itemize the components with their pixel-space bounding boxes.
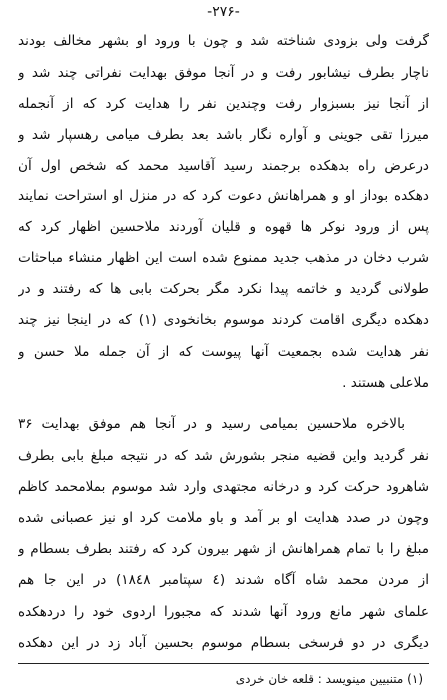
- text-line: دهکده دیگری اقامت کردند موسوم بخانخودی (۱) که در اینجا نیز چند: [18, 312, 429, 328]
- text-line: دهکده بوداز او و همراهانش دعوت کرد که در منزل او استراحت نمایند: [18, 188, 429, 204]
- footnote-divider: [18, 663, 429, 664]
- text-line: از مردن محمد شاه آگاه شدند (٤ سپتامبر ۱۸٤۸) در این جا هم: [18, 572, 429, 588]
- footnote: (۱) متنبیین مینویسد : قلعه خان خردی: [235, 672, 423, 686]
- text-line: از آنجا نیز بسبزوار رفت وچندین نفر را هدایت کرد که از آنجمله: [18, 96, 429, 112]
- page-number: -۲۷۶-: [207, 4, 240, 20]
- text-line: گرفت ولی بزودی شناخته شد و چون با ورود او بشهر مخالف بودند: [18, 33, 429, 49]
- text-line: پس از ورود نوکر ها قهوه و قلیان آوردند ملاحسین اظهار کرد که: [18, 219, 429, 235]
- text-line: شرب دخان در مذهب جدید ممنوع شده است این اظهار منشاء مباحثات: [18, 250, 429, 266]
- text-line: ناچار بطرف نیشابور رفت و در آنجا موفق بهدایت نفراتی چند شد و: [18, 65, 429, 81]
- text-line: نفر گردید واین قضیه منجر بشورش شد که در نتیجه مبلغ بابی بطرف: [18, 448, 429, 464]
- text-line: شاهرود حرکت کرد و درخانه مجتهدی وارد شد موسوم بملامحمد کاظم: [18, 479, 429, 495]
- text-line: بالاخره ملاحسین بمیامی رسید و در آنجا هم موفق بهدایت ۳۶: [18, 416, 405, 432]
- text-line: وچون در صدد هدایت او بر آمد و باو ملامت کرد او نیز عصبانی شده: [18, 510, 429, 526]
- text-line: ملاعلی هستند .: [342, 375, 429, 391]
- text-line: میرزا تقی جوینی و آواره نگار باشد بعد بطرف میامی رهسپار شد و: [18, 127, 429, 143]
- text-line: دیگری در دو فرسخی بسطام موسوم بحسین آباد زد در این دهکده: [18, 635, 429, 651]
- text-line: علمای شهر مانع ورود آنها شدند که مجبورا اردوی خود را دردهکده: [18, 604, 429, 620]
- text-line: درعرض راه بدهکده برجمند رسید آقاسید محمد که شخص اول آن: [18, 158, 429, 174]
- text-line: مبلغ را با تمام همراهانش از شهر بیرون کرد که رفتند بطرف بسطام و: [18, 541, 429, 557]
- text-line: طولانی گردید و خاتمه پیدا نکرد مگر بحرکت بابی ها که رفتند و در: [18, 281, 429, 297]
- text-line: نفر هدایت شده بجمعیت آنها پیوست که از آن جمله ملا حسن و: [18, 344, 429, 360]
